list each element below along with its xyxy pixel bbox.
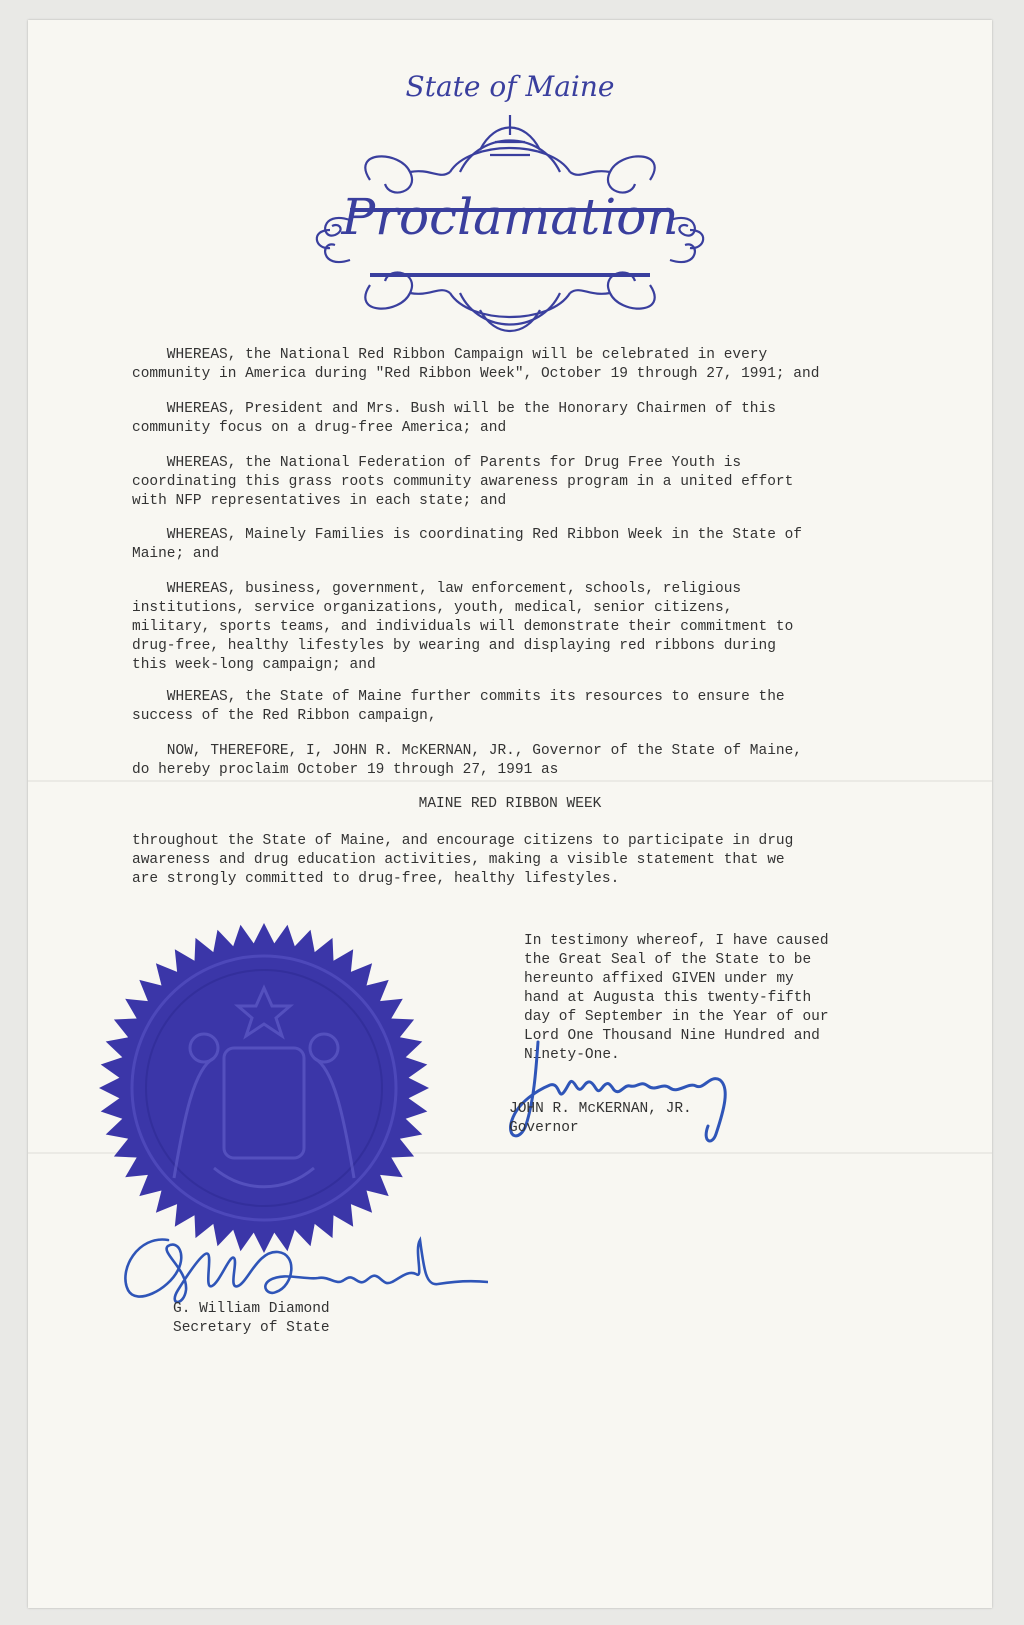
secretary-title: Secretary of State	[173, 1320, 330, 1336]
secretary-name: G. William Diamond	[173, 1301, 330, 1317]
whereas-paragraph: WHEREAS, the National Federation of Parents for Drug Free Youth is coordinating this grass roots community awareness program in a united effort with NFP representatives in each state; and	[132, 455, 794, 509]
whereas-paragraph: WHEREAS, President and Mrs. Bush will be the Honorary Chairmen of this community focus on a drug-free America; and	[132, 401, 776, 436]
whereas-paragraph: WHEREAS, the State of Maine further commits its resources to ensure the success of the Red Ribbon campaign,	[132, 689, 785, 724]
state-title: State of Maine	[405, 70, 615, 103]
governor-name: JOHN R. McKERNAN, JR.	[509, 1101, 692, 1117]
proclaimed-event: MAINE RED RIBBON WEEK	[418, 796, 602, 812]
testimony-text: In testimony whereof, I have caused the Great Seal of the State to be hereunto affixed GIVEN under my hand at Augusta this twenty-fifth day of September in the Year of our Lord One Thousand Nine Hundred and Ninety-One.	[524, 933, 829, 1063]
proclamation-title: Proclamation	[341, 188, 679, 246]
whereas-paragraph: WHEREAS, Mainely Families is coordinating Red Ribbon Week in the State of Maine; and	[132, 527, 803, 562]
great-seal-icon	[94, 918, 434, 1258]
whereas-paragraph: WHEREAS, the National Red Ribbon Campaign will be celebrated in every community in America during "Red Ribbon Week", October 19 through 27, 1991; and	[132, 347, 820, 382]
closing-paragraph: throughout the State of Maine, and encourage citizens to participate in drug awareness and drug education activities, making a visible statement that we are strongly committed to drug-free, healthy lifestyles.	[132, 833, 794, 887]
governor-title: Governor	[509, 1120, 579, 1136]
proclamation-document	[28, 20, 992, 1608]
whereas-paragraph: WHEREAS, business, government, law enforcement, schools, religious institutions, service organizations, youth, medical, senior citizens, military, sports teams, and individuals will demonstrate their commitment to drug-free, healthy lifestyles by wearing and displaying red ribbons during this week-long campaign; and	[132, 581, 794, 673]
fold-line	[28, 780, 992, 782]
proclaim-paragraph: NOW, THEREFORE, I, JOHN R. McKERNAN, JR., Governor of the State of Maine, do hereby proclaim October 19 through 27, 1991 as	[132, 743, 803, 778]
